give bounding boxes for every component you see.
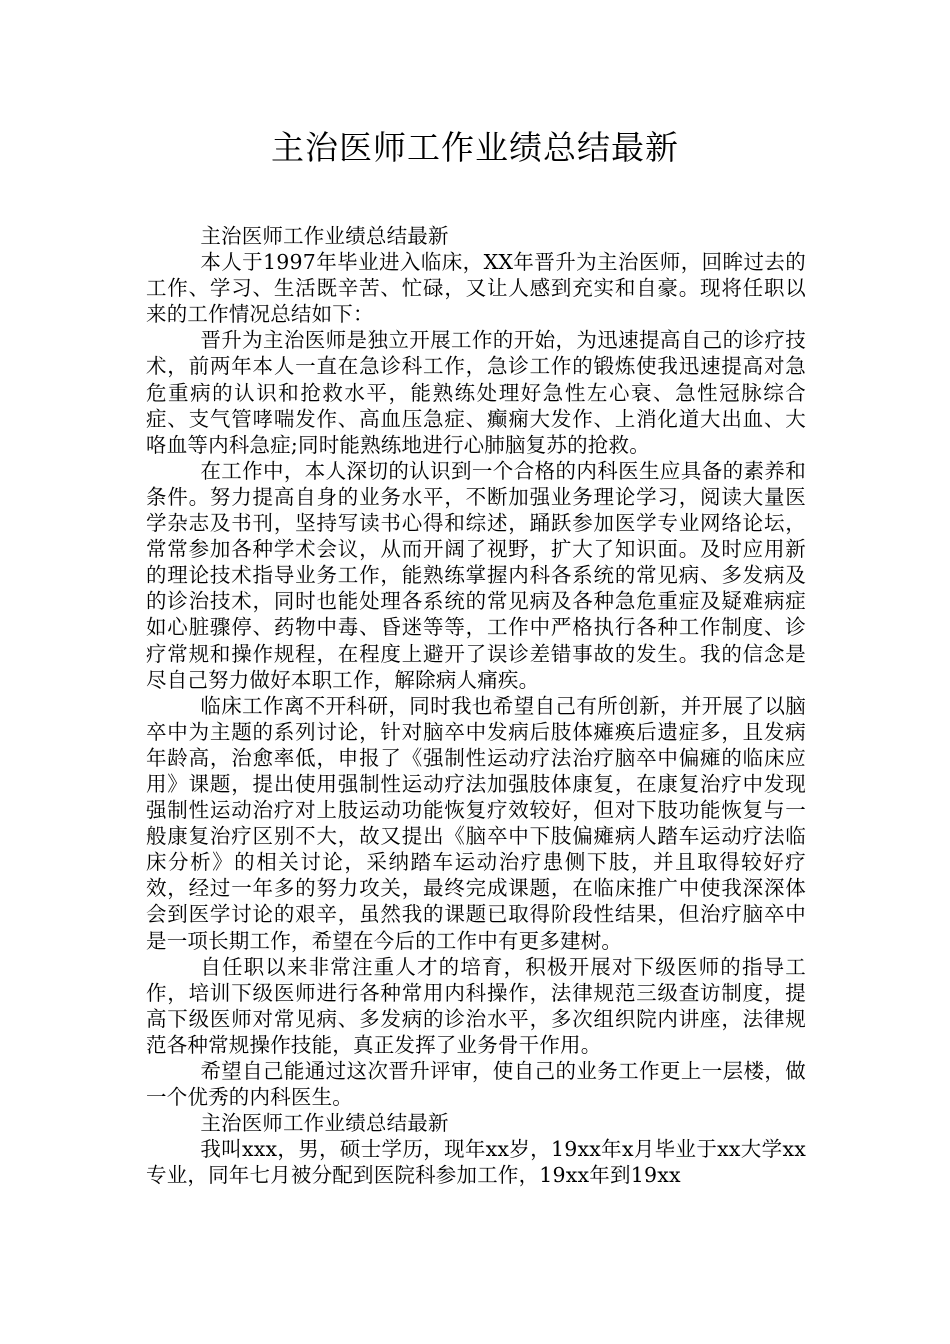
paragraph: 晋升为主治医师是独立开展工作的开始，为迅速提高自己的诊疗技术，前两年本人一直在急诊科工作，急诊工作的锻炼使我迅速提高对急危重病的认识和抢救水平，能熟练处理好急性左心衰、急性冠脉综合症、支气管哮喘发作、高血压急症、癫痫大发作、上消化道大出血、大咯血等内科急症;同时能熟练地进行心肺脑复苏的抢救。 xyxy=(146,328,806,457)
paragraph: 自任职以来非常注重人才的培育，积极开展对下级医师的指导工作，培训下级医师进行各种常用内科操作，法律规范三级查访制度，提高下级医师对常见病、多发病的诊治水平，多次组织院内讲座，法律规范各种常规操作技能，真正发挥了业务骨干作用。 xyxy=(146,954,806,1057)
paragraph: 在工作中，本人深切的认识到一个合格的内科医生应具备的素养和条件。努力提高自身的业务水平，不断加强业务理论学习，阅读大量医学杂志及书刊，坚持写读书心得和综述，踊跃参加医学专业网络论坛，常常参加各种学术会议，从而开阔了视野，扩大了知识面。及时应用新的理论技术指导业务工作，能熟练掌握内科各系统的常见病、多发病及的诊治技术，同时也能处理各系统的常见病及各种急危重症及疑难病症如心脏骤停、药物中毒、昏迷等等，工作中严格执行各种工作制度、诊疗常规和操作规程，在程度上避开了误诊差错事故的发生。我的信念是尽自己努力做好本职工作，解除病人痛疾。 xyxy=(146,458,806,692)
paragraph: 本人于1997年毕业进入临床，XX年晋升为主治医师，回眸过去的工作、学习、生活既辛苦、忙碌，又让人感到充实和自豪。现将任职以来的工作情况总结如下： xyxy=(146,250,806,327)
paragraph: 我叫xxx，男，硕士学历，现年xx岁，19xx年x月毕业于xx大学xx专业，同年七月被分配到医院科参加工作，19xx年到19xx xyxy=(146,1137,806,1188)
document-body xyxy=(146,223,806,1188)
paragraph: 希望自己能通过这次晋升评审，使自己的业务工作更上一层楼，做一个优秀的内科医生。 xyxy=(146,1059,806,1110)
paragraph: 临床工作离不开科研，同时我也希望自己有所创新，并开展了以脑卒中为主题的系列讨论，针对脑卒中发病后肢体瘫痪后遗症多，且发病年龄高，治愈率低，申报了《强制性运动疗法治疗脑卒中偏瘫的临床应用》课题，提出使用强制性运动疗法加强肢体康复，在康复治疗中发现强制性运动治疗对上肢运动功能恢复疗效较好，但对下肢功能恢复与一般康复治疗区别不大，故又提出《脑卒中下肢偏瘫病人踏车运动疗法临床分析》的相关讨论，采纳踏车运动治疗患侧下肢，并且取得较好疗效，经过一年多的努力攻关，最终完成课题，在临床推广中使我深深体会到医学讨论的艰辛，虽然我的课题已取得阶段性结果，但治疗脑卒中是一项长期工作，希望在今后的工作中有更多建树。 xyxy=(146,693,806,953)
section-heading: 主治医师工作业绩总结最新 xyxy=(200,224,449,248)
section-heading: 主治医师工作业绩总结最新 xyxy=(200,1111,449,1136)
document-title: 主治医师工作业绩总结最新 xyxy=(271,128,679,167)
